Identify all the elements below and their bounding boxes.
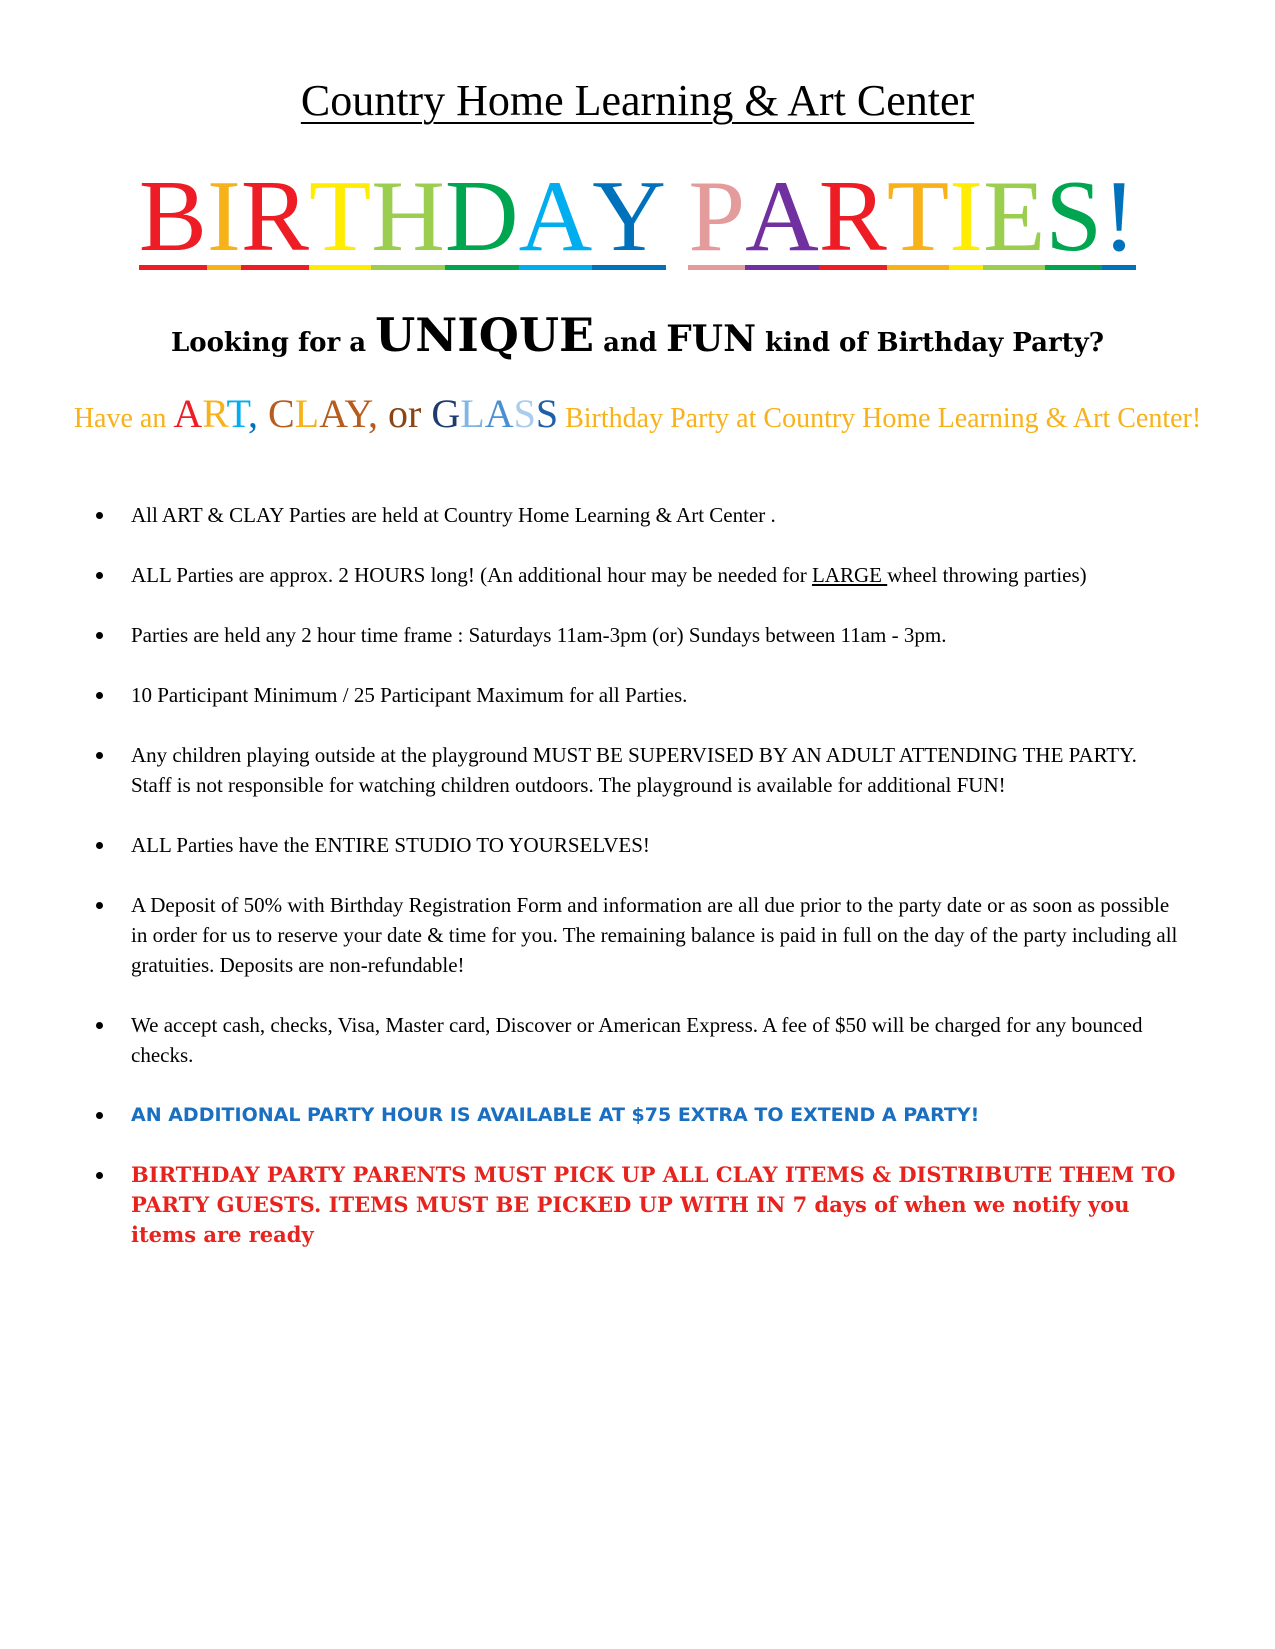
banner-letter: E xyxy=(983,160,1046,273)
invite-letter: T xyxy=(226,391,248,436)
banner-letter: P xyxy=(688,160,746,273)
banner-letter: R xyxy=(818,160,887,273)
invite-glass-word xyxy=(431,391,558,436)
invite-letter: , xyxy=(247,391,258,436)
list-item-text: Parties are held any 2 hour time frame : Saturdays 11am-3pm (or) Sundays between 11am - 3pm. xyxy=(131,623,947,647)
banner-letter: S xyxy=(1045,160,1103,273)
invite-letter: S xyxy=(513,391,536,436)
list-item xyxy=(90,830,1180,860)
banner-letter: I xyxy=(206,160,241,273)
invite-clay-word xyxy=(258,391,431,436)
list-item-underlined-text: LARGE xyxy=(811,563,888,587)
invite-letter: R xyxy=(202,391,227,436)
bullet-icon xyxy=(96,902,103,909)
page-title: Country Home Learning & Art Center xyxy=(300,76,975,125)
banner-letter: T xyxy=(308,160,372,273)
invite-letter: Y xyxy=(344,391,369,436)
banner-letter: I xyxy=(949,160,984,273)
banner-letter: A xyxy=(745,160,819,273)
list-item-text: AN ADDITIONAL PARTY HOUR IS AVAILABLE AT $75 EXTRA TO EXTEND A PARTY! xyxy=(131,1104,980,1126)
list-item xyxy=(90,560,1180,590)
tagline-fun: FUN xyxy=(666,318,756,360)
bullet-icon xyxy=(96,512,103,519)
invite-letter: A xyxy=(319,391,345,436)
list-item-text: Any children playing outside at the playground MUST BE SUPERVISED BY AN ADULT ATTENDING THE PARTY. Staff is not responsible for watching children outdoors. The playground is available for additional FUN! xyxy=(131,743,1137,797)
invite-letter: or xyxy=(378,391,432,436)
bullet-icon xyxy=(96,692,103,699)
bullet-icon xyxy=(96,1172,103,1179)
list-item-text: BIRTHDAY PARTY PARENTS MUST PICK UP ALL CLAY ITEMS & DISTRIBUTE THEM TO PARTY GUESTS. ITEMS MUST BE PICKED UP WITH IN 7 days of when we notify you items are ready xyxy=(131,1162,1176,1247)
list-item-text: We accept cash, checks, Visa, Master card, Discover or American Express. A fee of $50 will be charged for any bounced checks. xyxy=(131,1013,1143,1067)
list-item xyxy=(90,1010,1180,1070)
tagline xyxy=(0,310,1275,368)
invite-line xyxy=(70,392,1205,441)
list-item xyxy=(90,890,1180,980)
list-item xyxy=(90,620,1180,650)
invite-suffix: Birthday Party at Country Home Learning & Art Center! xyxy=(558,403,1202,434)
tagline-part2: and xyxy=(594,328,667,358)
banner-letter: Y xyxy=(592,160,666,273)
list-item xyxy=(90,680,1180,710)
banner-letter: A xyxy=(518,160,593,273)
invite-letter: L xyxy=(294,391,320,436)
party-rules-list xyxy=(90,500,1180,1280)
bullet-icon xyxy=(96,632,103,639)
list-item xyxy=(90,500,1180,530)
list-item-text: ALL Parties are approx. 2 HOURS long! (An additional hour may be needed for xyxy=(131,563,812,587)
tagline-unique: UNIQUE xyxy=(375,308,595,362)
bullet-icon xyxy=(96,752,103,759)
invite-letter: S xyxy=(535,391,559,436)
list-item-text: A Deposit of 50% with Birthday Registration Form and information are all due prior to the party date or as soon as possible in order for us to reserve your date & time for you. The remaining balance is paid in full on the day of the party including all gratuities. Deposits are non-refundable! xyxy=(131,893,1178,977)
banner-letter xyxy=(666,169,688,270)
bullet-icon xyxy=(96,572,103,579)
invite-letter: A xyxy=(173,391,203,436)
banner-letter: H xyxy=(371,160,445,273)
banner-letter: T xyxy=(886,160,950,273)
invite-art-word xyxy=(173,391,258,436)
banner-letter: R xyxy=(240,160,309,273)
banner-letter: B xyxy=(138,160,207,273)
invite-letter: , xyxy=(368,391,379,436)
invite-letter: A xyxy=(484,391,514,436)
list-item-extra-hour xyxy=(90,1100,1180,1130)
bullet-icon xyxy=(96,1022,103,1029)
list-item-text: 10 Participant Minimum / 25 Participant Maximum for all Parties. xyxy=(131,683,688,707)
banner-letter: ! xyxy=(1102,160,1137,273)
list-item-text: All ART & CLAY Parties are held at Country Home Learning & Art Center . xyxy=(131,503,776,527)
list-item-text: ALL Parties have the ENTIRE STUDIO TO YOURSELVES! xyxy=(131,833,650,857)
list-item-text: wheel throwing parties) xyxy=(887,563,1087,587)
tagline-part3: kind of Birthday Party? xyxy=(755,328,1105,358)
tagline-part1: Looking for a xyxy=(170,328,376,358)
bullet-icon xyxy=(96,1112,103,1119)
bullet-icon xyxy=(96,842,103,849)
invite-letter: C xyxy=(257,391,295,436)
invite-letter: L xyxy=(460,391,485,436)
invite-letter: G xyxy=(431,391,461,436)
invite-prefix: Have an xyxy=(73,403,174,434)
banner-letter: D xyxy=(444,160,519,273)
birthday-parties-banner xyxy=(0,162,1275,272)
list-item-pickup-notice xyxy=(90,1160,1180,1250)
list-item xyxy=(90,740,1180,800)
